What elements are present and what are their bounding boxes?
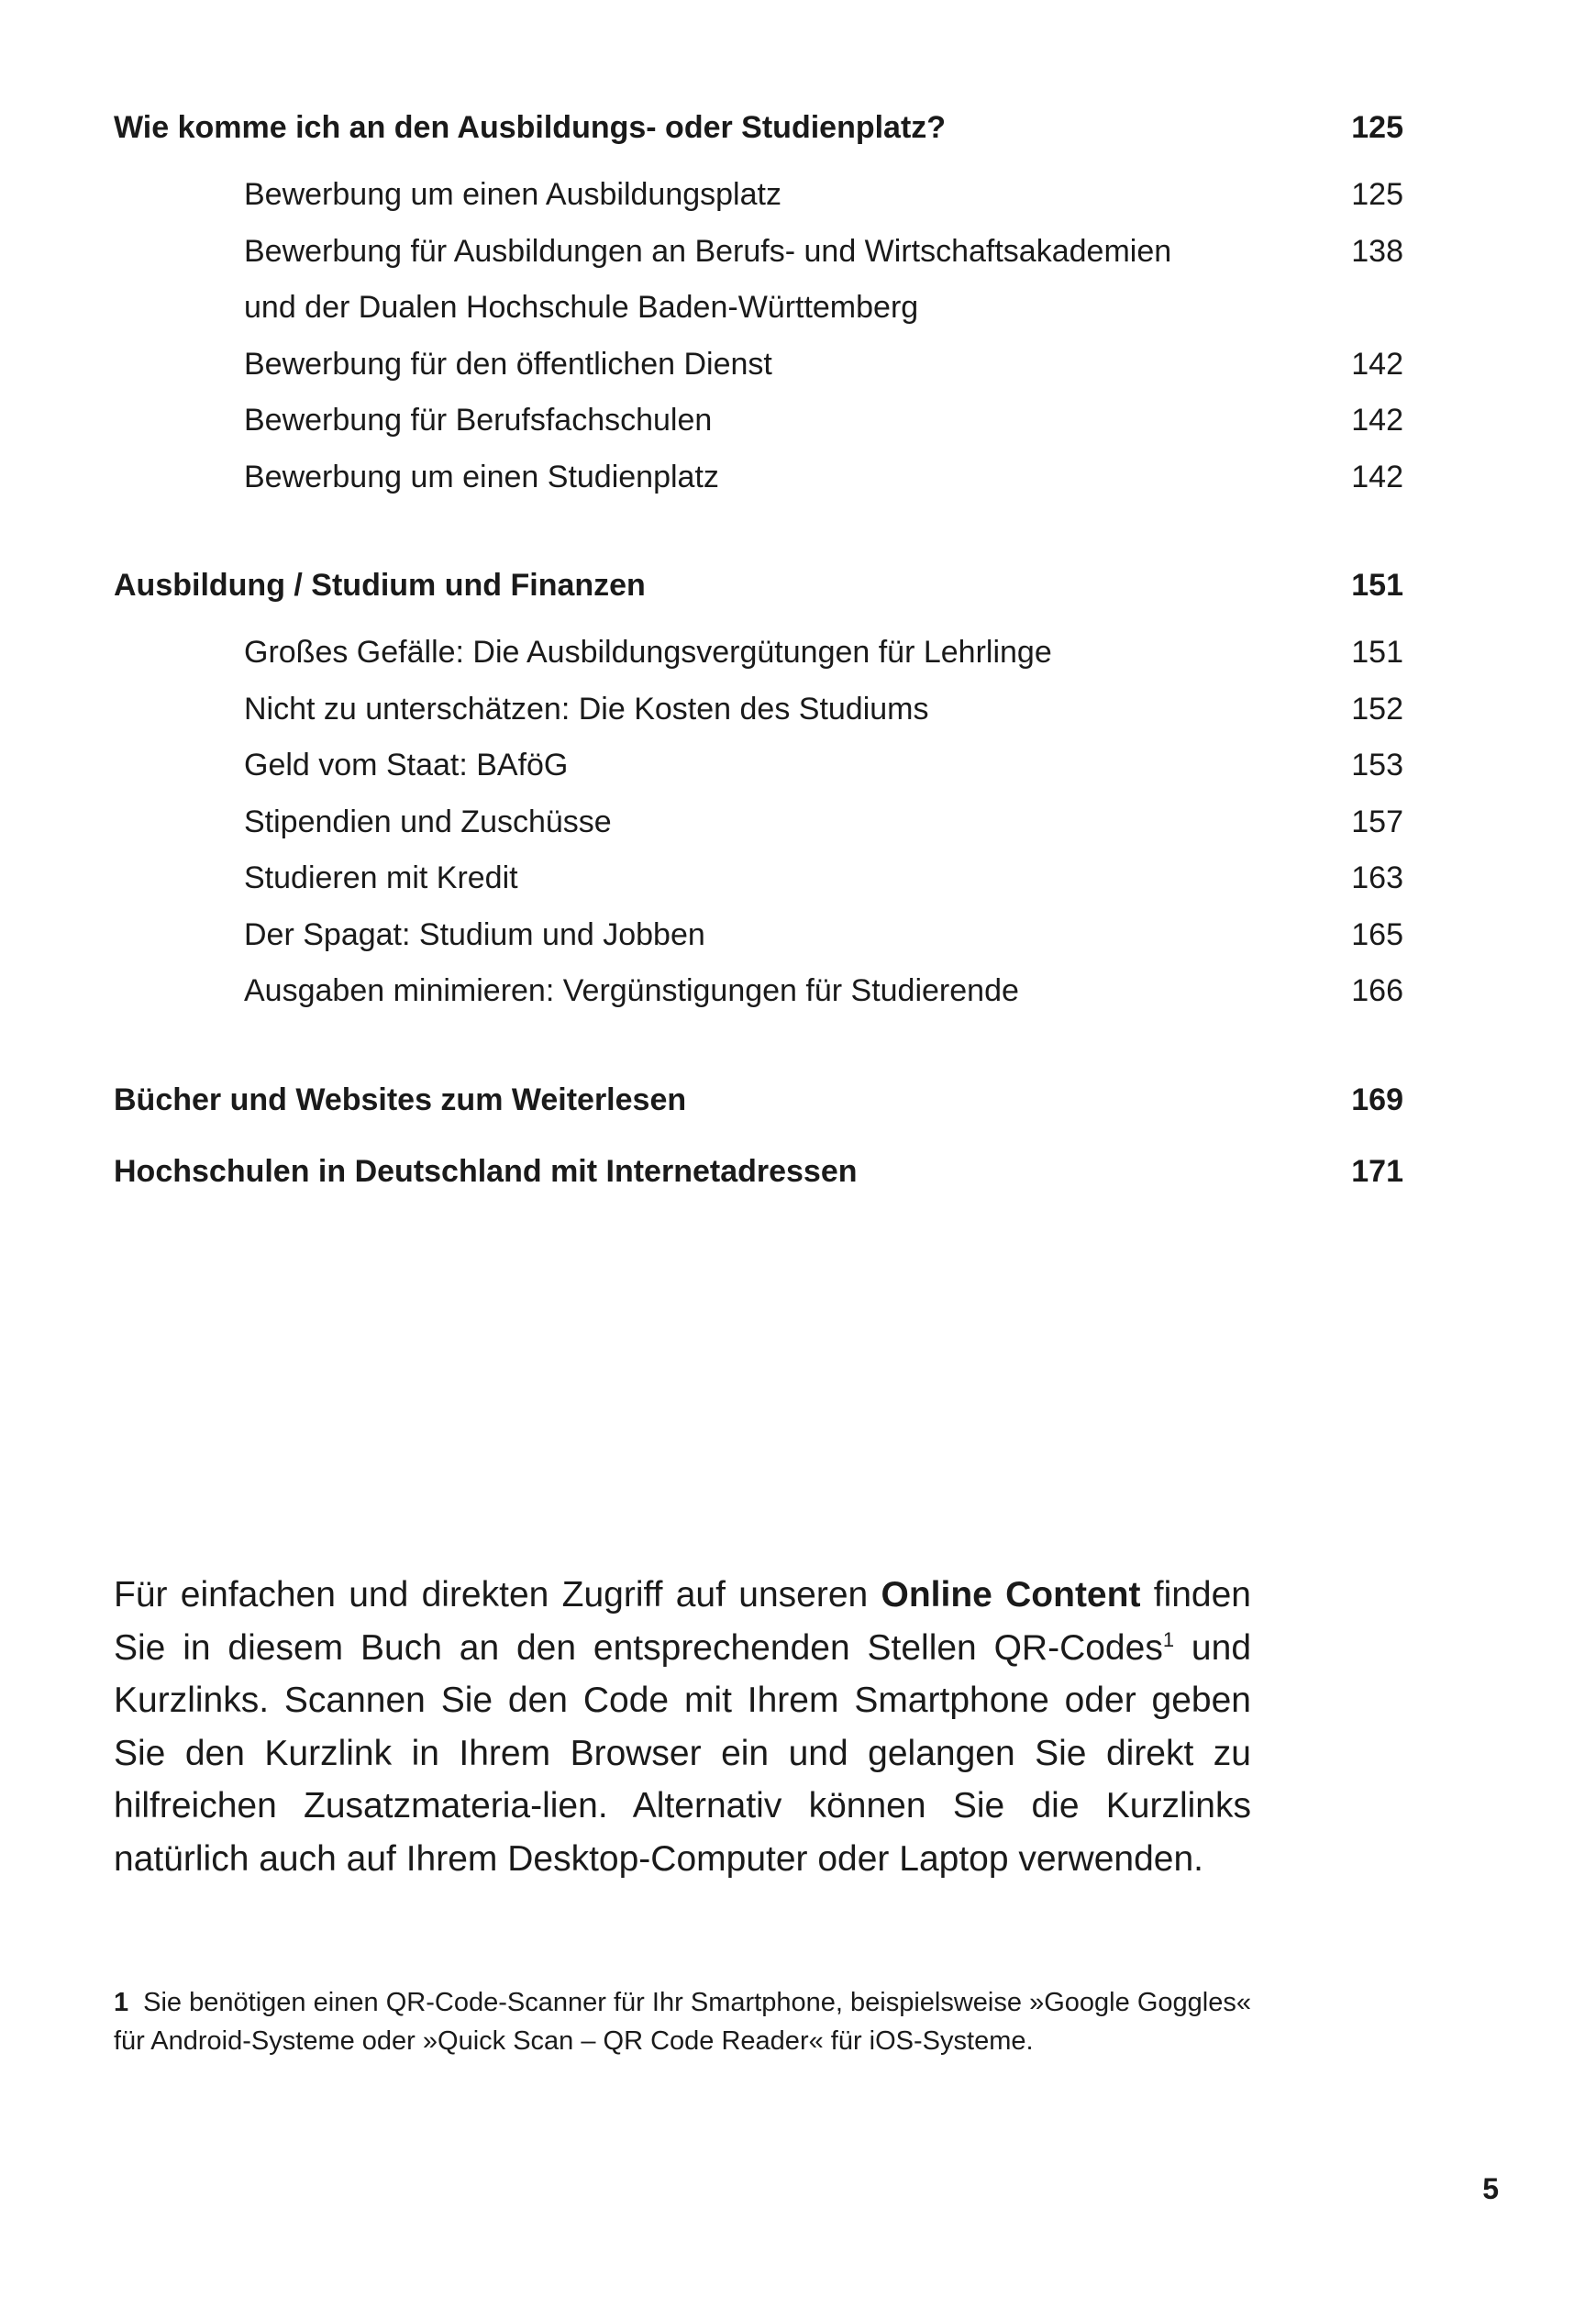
toc-heading-page: 151: [1351, 568, 1403, 603]
toc-heading-page: 125: [1351, 110, 1403, 145]
toc-entry-page: 152: [1351, 691, 1403, 727]
toc-entry-page: 142: [1351, 459, 1403, 494]
toc-entry-title: Bewerbung um einen Ausbildungsplatz: [244, 177, 781, 212]
toc-entry: [114, 167, 1403, 224]
toc-section: [114, 560, 1403, 1020]
toc-section-heading: [114, 1075, 1403, 1125]
blurb-bold-text: Online Content: [881, 1575, 1141, 1614]
toc-entry-page: 165: [1351, 916, 1403, 952]
page-number: 5: [1482, 2172, 1499, 2205]
toc-entry-title: Bewerbung für Berufsfachschulen: [244, 403, 713, 438]
toc-heading-page: 171: [1351, 1153, 1403, 1189]
toc-entry-title: [244, 224, 1171, 337]
blurb-text: Für einfachen und direkten Zugriff auf unseren: [114, 1575, 881, 1614]
toc-entry-title-line: und der Dualen Hochschule Baden-Württemberg: [244, 290, 919, 325]
blurb-text: und Kurzlinks. Scannen Sie den Code mit Ihrem Smartphone oder geben Sie den Kurzlink in Ihrem Browser ein und gelangen Sie direkt zu hilfreichen Zusatzmateria-lien. Alternativ können Sie die Kurzlinks natürlich auch auf Ihrem Desktop-Computer oder Laptop verwenden.: [114, 1627, 1252, 1879]
toc-entry-title: Großes Gefälle: Die Ausbildungsvergütungen für Lehrlinge: [244, 635, 1052, 670]
toc-entry-page: 153: [1351, 748, 1403, 782]
table-of-contents: [114, 103, 1403, 1251]
blurb-text: finden Sie in diesem Buch an den entsprechenden Stellen QR-Codes: [114, 1575, 1251, 1668]
toc-entry-page: 163: [1351, 860, 1403, 895]
toc-entry: [114, 794, 1403, 851]
toc-entry-title: Nicht zu unterschätzen: Die Kosten des Studiums: [244, 691, 929, 727]
toc-section-heading: [114, 1147, 1403, 1196]
toc-entry-title: Bewerbung um einen Studienplatz: [244, 459, 719, 494]
toc-entry: [114, 963, 1403, 1020]
toc-entry-title: Der Spagat: Studium und Jobben: [244, 916, 705, 952]
toc-entry: [114, 907, 1403, 964]
footnote-reference: 1: [1162, 1627, 1175, 1651]
footnote-number: 1: [114, 1988, 129, 2017]
toc-heading-title: Wie komme ich an den Ausbildungs- oder Studienplatz?: [114, 110, 947, 145]
toc-entry-page: 142: [1351, 346, 1403, 382]
toc-entry: [114, 449, 1403, 506]
toc-section: [114, 103, 1403, 505]
toc-entry-page: 138: [1351, 233, 1403, 269]
toc-entry: [114, 625, 1403, 682]
toc-entry-title: Ausgaben minimieren: Vergünstigungen für Studierende: [244, 973, 1019, 1008]
toc-entry-page: 166: [1351, 973, 1403, 1008]
toc-entry-title: Stipendien und Zuschüsse: [244, 804, 612, 839]
toc-entry: [114, 850, 1403, 907]
toc-heading-title: Bücher und Websites zum Weiterlesen: [114, 1082, 687, 1117]
toc-heading-page: 169: [1351, 1082, 1403, 1117]
toc-entry: [114, 224, 1403, 337]
toc-entry-title: Studieren mit Kredit: [244, 860, 518, 895]
toc-entry: [114, 393, 1403, 449]
toc-section: [114, 1075, 1403, 1196]
toc-entry-page: 157: [1351, 804, 1403, 839]
toc-entry-title-line: Bewerbung für Ausbildungen an Berufs- und Wirtschaftsakademien: [244, 233, 1172, 269]
footnote: [114, 1983, 1251, 2060]
toc-entry: [114, 738, 1403, 794]
online-content-paragraph: [114, 1569, 1251, 1885]
toc-heading-title: Hochschulen in Deutschland mit Internetadressen: [114, 1153, 858, 1189]
toc-section-heading: [114, 103, 1403, 152]
toc-entry: [114, 682, 1403, 738]
toc-entry-page: 125: [1351, 177, 1403, 212]
toc-section-heading: [114, 560, 1403, 610]
toc-entry-page: 142: [1351, 403, 1403, 438]
footnote-text: Sie benötigen einen QR-Code-Scanner für Ihr Smartphone, beispielsweise »Google Goggles« für Android-Systeme oder »Quick Scan – QR Code Reader« für iOS-Systeme.: [114, 1988, 1251, 2056]
toc-heading-title: Ausbildung / Studium und Finanzen: [114, 568, 646, 603]
toc-entry-title: Bewerbung für den öffentlichen Dienst: [244, 346, 772, 382]
toc-entry-page: 151: [1351, 635, 1403, 670]
toc-entry: [114, 337, 1403, 394]
toc-entry-title: Geld vom Staat: BAföG: [244, 748, 569, 782]
